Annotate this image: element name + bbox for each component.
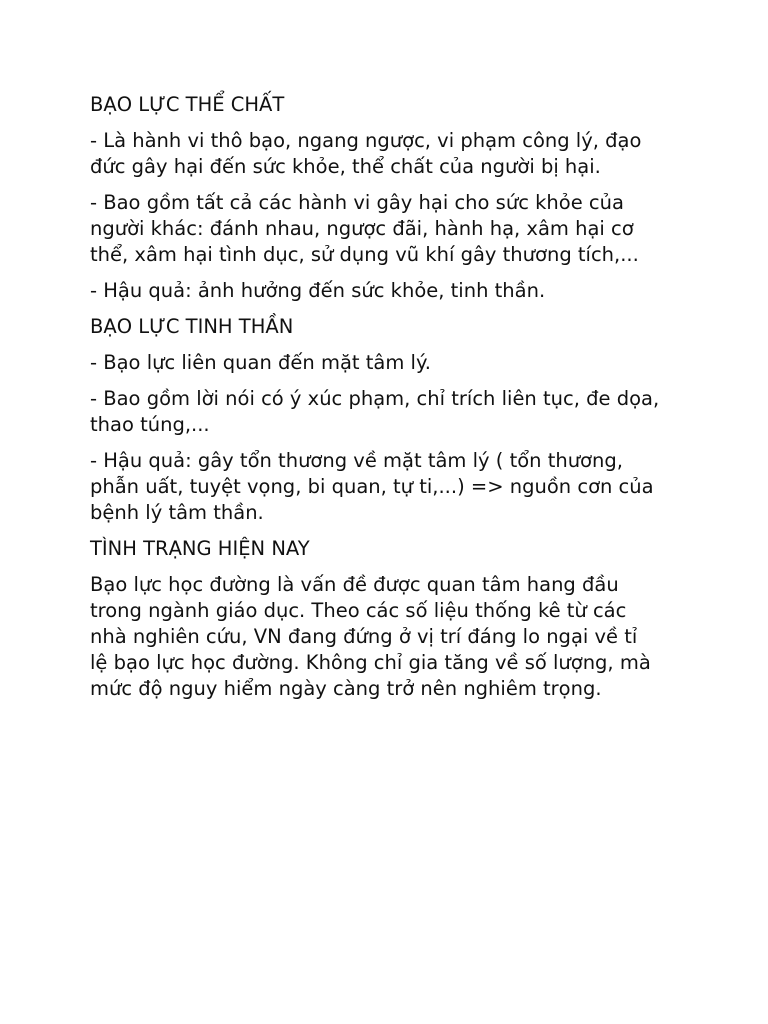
section-heading-physical-violence: BẠO LỰC THỂ CHẤT	[90, 93, 285, 116]
physical-violence-definition: - Là hành vi thô bạo, ngang ngược, vi phạm công lý, đạo đức gây hại đến sức khỏe, thể chất của người bị hại.	[90, 129, 642, 178]
section-heading-current-situation: TÌNH TRẠNG HIỆN NAY	[90, 537, 310, 560]
physical-violence-examples: - Bao gồm tất cả các hành vi gây hại cho sức khỏe của người khác: đánh nhau, ngược đãi, hành hạ, xâm hại cơ thể, xâm hại tình dục, sử dụng vũ khí gây thương tích,...	[90, 191, 639, 266]
current-situation-paragraph: Bạo lực học đường là vấn đề được quan tâm hang đầu trong ngành giáo dục. Theo các số liệu thống kê từ các nhà nghiên cứu, VN đang đứng ở vị trí đáng lo ngại về tỉ lệ bạo lực học đường. Không chỉ gia tăng về số lượng, mà mức độ nguy hiểm ngày càng trở nên nghiêm trọng.	[90, 573, 651, 700]
physical-violence-consequences: - Hậu quả: ảnh hưởng đến sức khỏe, tinh thần.	[90, 279, 546, 302]
mental-violence-definition: - Bạo lực liên quan đến mặt tâm lý.	[90, 351, 431, 374]
document-body	[90, 92, 690, 712]
mental-violence-consequences: - Hậu quả: gây tổn thương về mặt tâm lý ( tổn thương, phẫn uất, tuyệt vọng, bi quan, tự ti,...) => nguồn cơn của bệnh lý tâm thần.	[90, 449, 654, 524]
mental-violence-examples: - Bao gồm lời nói có ý xúc phạm, chỉ trích liên tục, đe dọa, thao túng,...	[90, 387, 660, 436]
section-heading-mental-violence: BẠO LỰC TINH THẦN	[90, 315, 294, 338]
